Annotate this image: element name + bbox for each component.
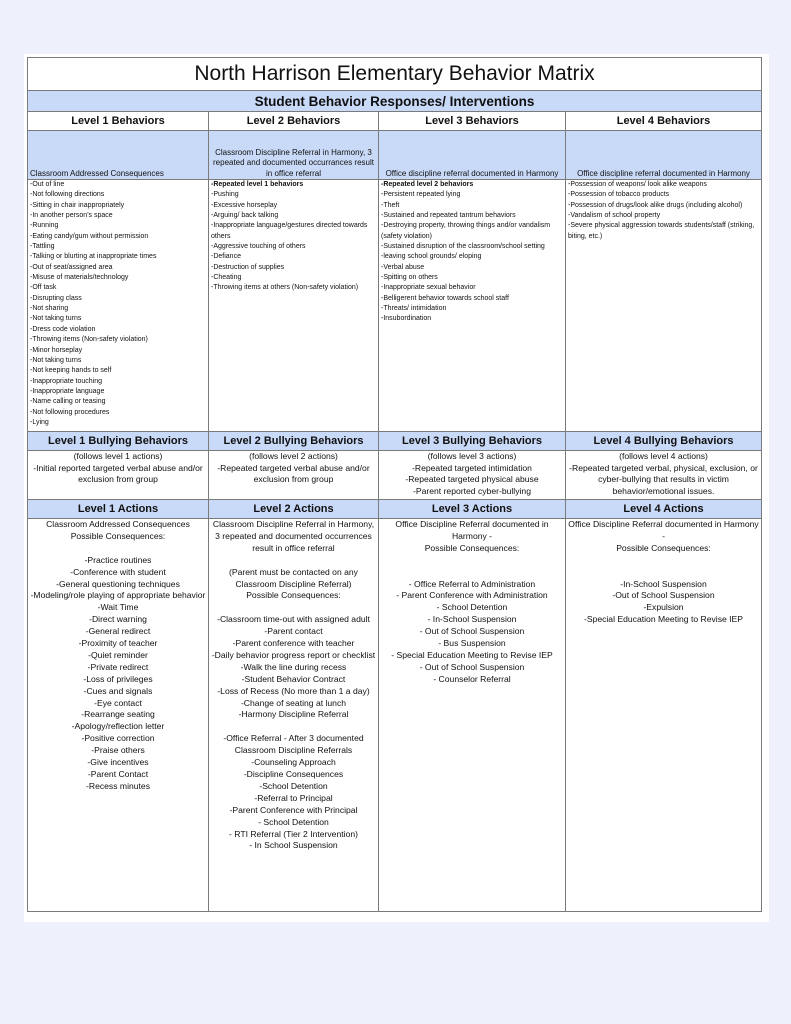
action-item: -Give incentives [87,757,149,768]
action-item: -Expulsion [643,602,684,613]
action-item: -Modeling/role playing of appropriate behavior [30,590,206,601]
action-item [381,567,563,579]
bullying-item: (follows level 4 actions) [619,451,708,461]
level-4-actions-header: Level 4 Actions [566,500,762,519]
action-item: -Wait Time [97,602,139,613]
action-item: Classroom Discipline Referral in Harmony, 3 repeated and documented occurrences result in office referral [212,519,375,553]
behavior-item: -Spitting on others [381,274,438,282]
action-item [568,555,759,567]
behavior-item: -Arguing/ back talking [211,212,279,220]
behavior-item: -Verbal abuse [381,263,425,271]
level-1-behavior-list [28,180,209,432]
behavior-item: -Inappropriate touching [30,377,102,385]
action-item: -Cues and signals [83,685,153,696]
behavior-item: -Possession of tobacco products [568,191,670,199]
behavior-item: -Throwing items (Non-safety violation) [30,336,148,344]
action-item: -Classroom time-out with assigned adult [217,614,370,625]
level-4-actions-list [566,519,762,912]
action-item: Office Discipline Referral documented in Harmony - [395,519,549,541]
action-item: -Parent Conference with Principal [229,804,358,815]
behavior-item: -Running [30,222,59,230]
action-item: -Recess minutes [86,780,150,791]
level-3-actions-list [379,519,566,912]
action-item: -Parent Contact [87,769,149,780]
action-item: - Special Education Meeting to Revise IEP [391,649,553,660]
action-item: -Praise others [91,745,145,756]
behavior-item: -Vandalism of school property [568,212,661,220]
behavior-item: -Disrupting class [30,294,82,302]
action-item [211,555,376,567]
level-1-bullying-header: Level 1 Bullying Behaviors [28,432,209,451]
responses-banner: Student Behavior Responses/ Interventions [28,91,762,112]
action-item [381,555,563,567]
behavior-item: -Not keeping hands to self [30,367,112,375]
action-item: - In School Suspension [249,840,338,851]
behavior-item: -Possession of weapons/ look alike weapons [568,181,707,188]
page-title: North Harrison Elementary Behavior Matrix [28,58,762,91]
action-item: -Parent contact [264,626,323,637]
behavior-item: -Destroying property, throwing things and/or vandalism (safety violation) [381,222,551,240]
behavior-item: -Throwing items at others (Non-safety violation) [211,284,359,292]
behavior-item: -Lying [30,418,49,426]
bullying-item: -Repeated targeted verbal, physical, exclusion, or cyber-bullying that results in victim behavior/emotional issues. [569,462,758,496]
action-item: Possible Consequences: [424,542,520,553]
action-item: - In-School Suspension [427,614,517,625]
action-item: -Private redirect [87,661,149,672]
behavior-item: -leaving school grounds/ eloping [381,253,482,261]
level-1-actions-list [28,519,209,912]
action-item: - Out of School Suspension [419,661,525,672]
behavior-item: -Pushing [211,191,239,199]
behavior-item: -Talking or blurting at inappropriate times [30,253,157,261]
level-3-behaviors-header: Level 3 Behaviors [379,112,566,131]
action-item: -Walk the line during recess [240,661,347,672]
behavior-item: -Not taking turns [30,315,82,323]
behavior-item: -Sustained disruption of the classroom/school setting [381,243,545,251]
action-item: - RTI Referral (Tier 2 Intervention) [229,828,358,839]
level-1-actions-header: Level 1 Actions [28,500,209,519]
action-item: -Parent conference with teacher [232,638,355,649]
behavior-item: -Threats/ intimidation [381,305,447,313]
bullying-item: (follows level 1 actions) [73,451,163,461]
behavior-item: -Inappropriate language/gestures directed towards others [211,222,368,240]
bullying-item: (follows level 2 actions) [249,451,338,461]
behavior-item: -Aggressive touching of others [211,243,306,251]
action-item: Possible Consequences: [616,542,711,553]
level-3-actions-header: Level 3 Actions [379,500,566,519]
action-item: - Counselor Referral [433,673,511,684]
behavior-item: -Not taking turns [30,356,82,364]
level-3-referral: Office discipline referral documented in Harmony [379,131,566,180]
action-item: (Parent must be contacted on any Classroom Discipline Referral) [229,566,358,589]
level-4-behaviors-header: Level 4 Behaviors [566,112,762,131]
action-item: -Practice routines [84,554,152,565]
action-item: -Student Behavior Contract [241,673,346,684]
behavior-item: -Defiance [211,253,241,261]
level-2-actions-list [209,519,379,912]
action-item: -Eye contact [94,697,142,708]
behavior-item: -Repeated level 2 behaviors [381,181,474,188]
action-item: -Direct warning [89,614,147,625]
action-item: -Change of seating at lunch [240,697,347,708]
action-item: - School Detention [258,816,329,827]
level-4-behavior-list [566,180,762,432]
behavior-item: -Tattling [30,243,55,251]
behavior-item: -Not following procedures [30,408,110,416]
level-2-behaviors-header: Level 2 Behaviors [209,112,379,131]
behavior-item: -Name calling or teasing [30,398,106,406]
level-2-actions-header: Level 2 Actions [209,500,379,519]
action-item: - Parent Conference with Administration [396,590,548,601]
behavior-item: -Inappropriate sexual behavior [381,284,476,292]
action-item [568,567,759,579]
action-item [211,602,376,614]
behavior-item: -Destruction of supplies [211,263,285,271]
behavior-item: -Possession of drugs/look alike drugs (including alcohol) [568,201,743,209]
bullying-item: -Repeated targeted verbal abuse and/or exclusion from group [217,462,370,485]
action-item: Classroom Addressed Consequences [46,519,190,529]
action-item: -Loss of privileges [83,673,153,684]
level-3-bullying-header: Level 3 Bullying Behaviors [379,432,566,451]
level-1-referral: Classroom Addressed Consequences [28,131,209,180]
action-item: - Office Referral to Administration [408,578,536,589]
action-item: -Quiet reminder [88,649,148,660]
bullying-item: -Repeated targeted physical abuse [405,474,539,485]
behavior-item: -Out of line [30,181,65,188]
level-4-referral: Office discipline referral documented in Harmony [566,131,762,180]
behavior-item: -Persistent repeated lying [381,191,461,199]
behavior-item: -Out of seat/assigned area [30,263,113,271]
action-item: -Loss of Recess (No more than 1 a day) [217,685,370,696]
action-item: -Positive correction [81,733,155,744]
level-3-behavior-list [379,180,566,432]
action-item: -School Detention [259,780,328,791]
level-2-behavior-list [209,180,379,432]
action-item: -Daily behavior progress report or checklist [211,649,376,660]
behavior-item: -Theft [381,201,400,209]
behavior-item: -Dress code violation [30,325,96,333]
behavior-item: -Off task [30,284,57,292]
level-2-bullying-list [209,451,379,500]
action-item: -In-School Suspension [620,578,707,589]
action-item: Office Discipline Referral documented in Harmony - [568,519,759,541]
behavior-item: -Cheating [211,274,242,282]
action-item: -General redirect [85,626,151,637]
action-item: -Apology/reflection letter [71,721,165,732]
bullying-item: -Parent reported cyber-bullying [413,485,531,496]
behavior-item: -Inappropriate language [30,387,105,395]
behavior-item: -Not following directions [30,191,105,199]
action-item: -Rearrange seating [81,709,155,720]
level-1-behaviors-header: Level 1 Behaviors [28,112,209,131]
behavior-item: -Repeated level 1 behaviors [211,181,304,188]
action-item: -Office Referral - After 3 documented Classroom Discipline Referrals [223,733,364,756]
action-item: -Proximity of teacher [78,638,158,649]
action-item: -Conference with student [70,566,166,577]
behavior-item: -In another person's space [30,212,113,220]
action-item [30,543,206,555]
action-item: -Discipline Consequences [243,768,344,779]
bullying-item: -Initial reported targeted verbal abuse and/or exclusion from group [33,462,203,485]
action-item: Possible Consequences: [70,530,166,541]
action-item: -Counseling Approach [251,757,336,768]
action-item [211,721,376,733]
level-2-bullying-header: Level 2 Bullying Behaviors [209,432,379,451]
action-item: - Out of School Suspension [419,626,525,637]
bullying-item: -Repeated targeted intimidation [412,462,532,473]
action-item: - School Detention [436,602,508,613]
action-item: Possible Consequences: [246,590,341,601]
behavior-item: -Severe physical aggression towards students/staff (striking, biting, etc.) [568,222,755,240]
level-4-bullying-list [566,451,762,500]
behavior-matrix-table [27,57,762,912]
action-item: -Harmony Discipline Referral [238,709,349,720]
action-item: -Out of School Suspension [612,590,715,601]
behavior-item: -Excessive horseplay [211,201,278,209]
behavior-matrix-document [24,54,769,922]
behavior-item: -Sustained and repeated tantrum behaviors [381,212,516,220]
bullying-item: (follows level 3 actions) [427,451,517,461]
behavior-item: -Sitting in chair inappropriately [30,201,125,209]
level-2-referral: Classroom Discipline Referral in Harmony, 3 repeated and documented occurrances result in office referral [209,131,379,180]
level-4-bullying-header: Level 4 Bullying Behaviors [566,432,762,451]
action-item: -Referral to Principal [254,792,333,803]
behavior-item: -Insubordination [381,315,432,323]
level-3-bullying-list [379,451,566,500]
behavior-item: -Not sharing [30,305,69,313]
behavior-item: -Belligerent behavior towards school staff [381,294,509,302]
behavior-item: -Misuse of materials/technology [30,274,129,282]
behavior-item: -Minor horseplay [30,346,83,354]
behavior-item: -Eating candy/gum without permission [30,232,149,240]
action-item: -Special Education Meeting to Revise IEP [583,614,744,625]
action-item: -General questioning techniques [56,578,180,589]
action-item: - Bus Suspension [438,638,506,649]
level-1-bullying-list [28,451,209,500]
